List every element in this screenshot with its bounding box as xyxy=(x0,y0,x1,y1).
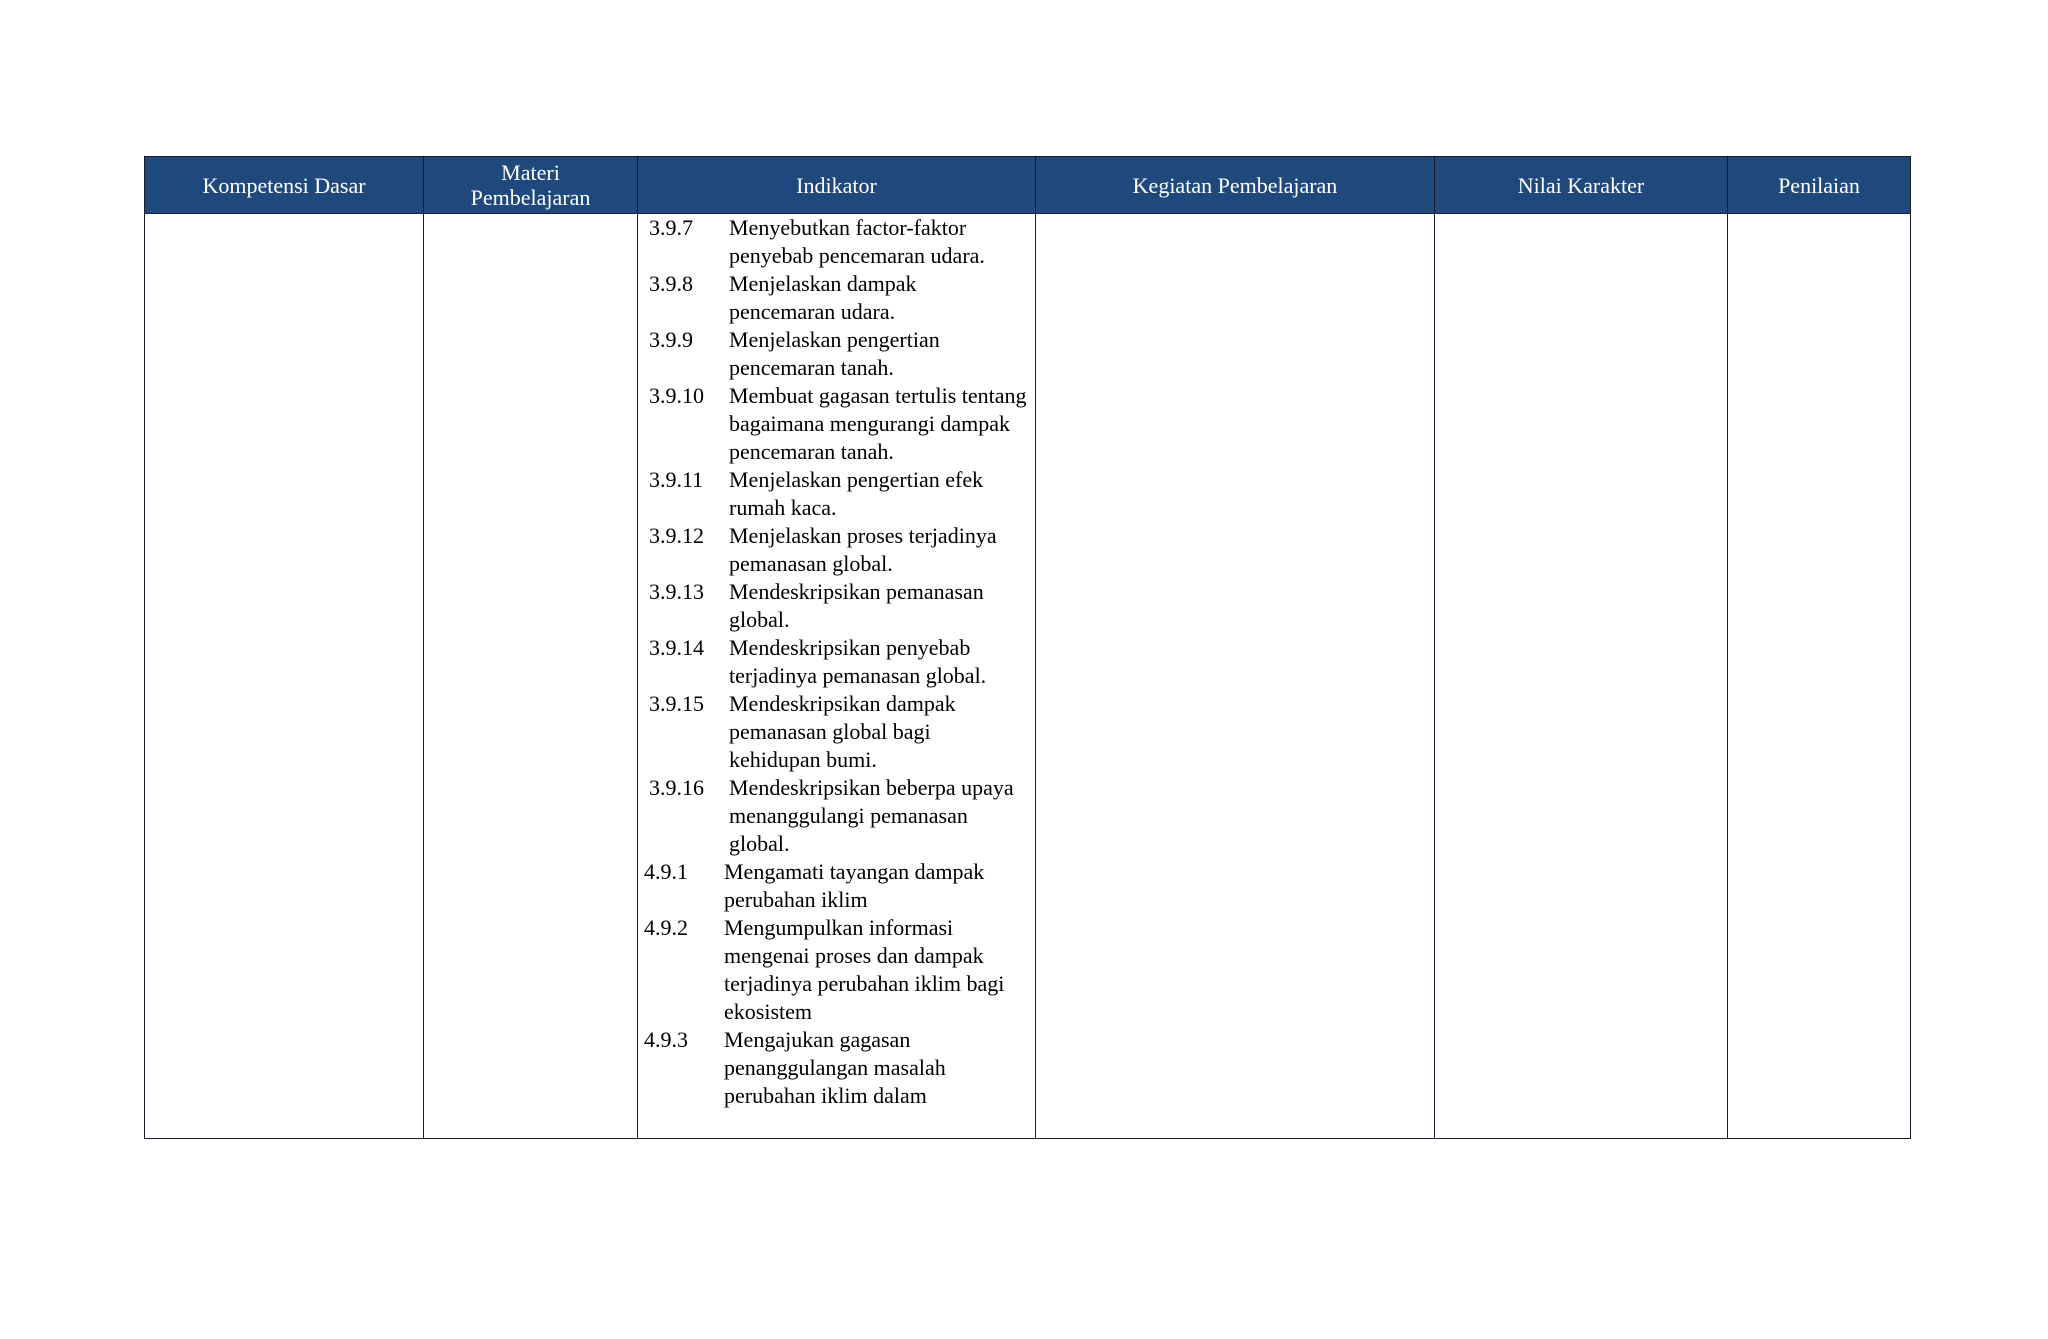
indicator-text: Mengamati tayangan dampak perubahan iklim xyxy=(724,859,985,912)
indicator-item xyxy=(638,634,1035,690)
indicator-text: Mendeskripsikan dampak pemanasan global bagi kehidupan bumi. xyxy=(729,691,956,772)
cell-kegiatan-pembelajaran xyxy=(1036,214,1435,1139)
indicator-text: Mengumpulkan informasi mengenai proses dan dampak terjadinya perubahan iklim bagi ekosistem xyxy=(724,915,1005,1024)
indicator-number: 3.9.12 xyxy=(649,523,704,548)
indicator-text: Menjelaskan pengertian efek rumah kaca. xyxy=(729,467,984,520)
indicator-number: 3.9.11 xyxy=(649,467,704,492)
indicator-number: 3.9.9 xyxy=(649,327,693,352)
cell-kompetensi-dasar xyxy=(145,214,424,1139)
indicator-number: 3.9.14 xyxy=(649,635,704,660)
indicator-text: Menjelaskan dampak pencemaran udara. xyxy=(729,271,917,324)
indicator-number: 3.9.10 xyxy=(649,383,704,408)
cell-nilai-karakter xyxy=(1435,214,1728,1139)
indicator-text: Mendeskripsikan pemanasan global. xyxy=(729,579,984,632)
cell-penilaian xyxy=(1728,214,1911,1139)
indicator-item xyxy=(638,690,1035,774)
indicator-number: 4.9.1 xyxy=(644,859,688,884)
indicator-text: Menyebutkan factor-faktor penyebab pencemaran udara. xyxy=(729,215,985,268)
header-indikator: Indikator xyxy=(638,157,1036,214)
indicator-number: 3.9.15 xyxy=(649,691,704,716)
header-nilai-karakter: Nilai Karakter xyxy=(1435,157,1728,214)
header-materi-pembelajaran xyxy=(424,157,638,214)
indicator-text: Menjelaskan proses terjadinya pemanasan global. xyxy=(729,523,997,576)
table-header-row xyxy=(145,157,1911,214)
indicator-list xyxy=(638,214,1035,1110)
indicator-item xyxy=(638,774,1035,858)
indicator-number: 3.9.16 xyxy=(649,775,704,800)
indicator-item xyxy=(638,326,1035,382)
indicator-item xyxy=(638,914,1035,1026)
indicator-number: 4.9.3 xyxy=(644,1027,688,1052)
lesson-plan-table xyxy=(144,156,1911,1139)
header-penilaian: Penilaian xyxy=(1728,157,1911,214)
table-row xyxy=(145,214,1911,1139)
indicator-item xyxy=(638,1026,1035,1110)
indicator-item xyxy=(638,466,1035,522)
cell-indikator xyxy=(638,214,1036,1139)
indicator-item xyxy=(638,214,1035,270)
indicator-number: 3.9.7 xyxy=(649,215,693,240)
indicator-text: Mengajukan gagasan penanggulangan masalah perubahan iklim dalam xyxy=(724,1027,946,1108)
indicator-item xyxy=(638,578,1035,634)
indicator-text: Mendeskripsikan penyebab terjadinya pemanasan global. xyxy=(729,635,987,688)
indicator-item xyxy=(638,522,1035,578)
header-materi-line1: Materi xyxy=(501,160,560,185)
header-kegiatan-pembelajaran: Kegiatan Pembelajaran xyxy=(1036,157,1435,214)
cell-materi-pembelajaran xyxy=(424,214,638,1139)
indicator-number: 4.9.2 xyxy=(644,915,688,940)
indicator-item xyxy=(638,858,1035,914)
header-materi-line2: Pembelajaran xyxy=(470,185,591,210)
indicator-item xyxy=(638,270,1035,326)
indicator-text: Mendeskripsikan beberpa upaya menanggulangi pemanasan global. xyxy=(729,775,1014,856)
indicator-text: Menjelaskan pengertian pencemaran tanah. xyxy=(729,327,940,380)
indicator-item xyxy=(638,382,1035,466)
indicator-number: 3.9.8 xyxy=(649,271,693,296)
indicator-number: 3.9.13 xyxy=(649,579,704,604)
indicator-text: Membuat gagasan tertulis tentang bagaimana mengurangi dampak pencemaran tanah. xyxy=(729,383,1027,464)
header-kompetensi-dasar: Kompetensi Dasar xyxy=(145,157,424,214)
